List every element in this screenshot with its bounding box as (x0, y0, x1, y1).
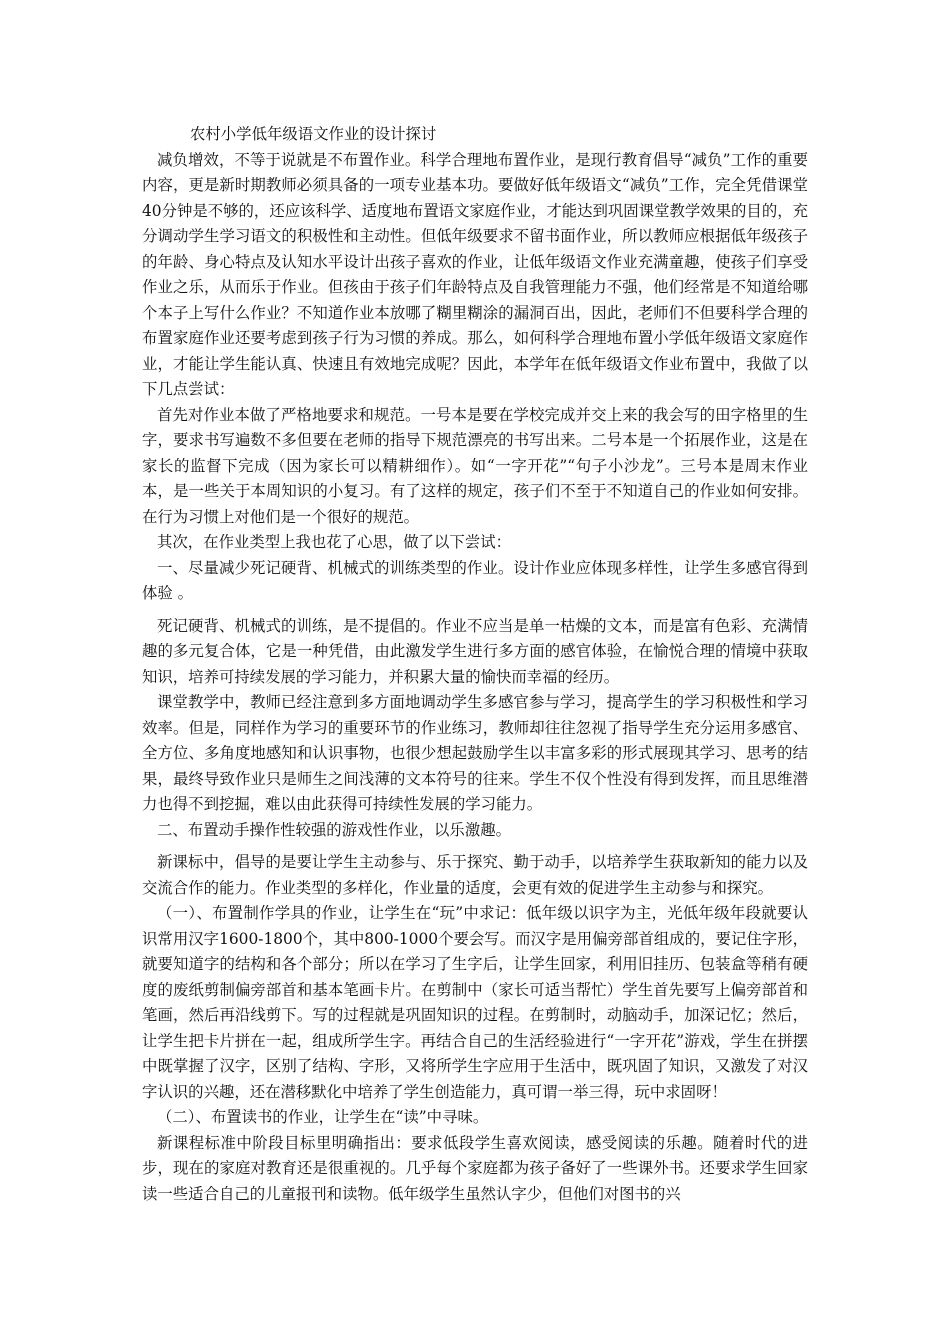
paragraph-second: 其次，在作业类型上我也花了心思，做了以下尝试： (157, 533, 511, 551)
paragraph-notebook-rules: 首先对作业本做了严格地要求和规范。一号本是要在学校完成并交上来的我会写的田字格里的生字，要求书写遍数不多但要在老师的指导下规范漂亮的书写出来。二号本是一个拓展作业，这是在家长的监督下完成（因为家长可以精耕细作）。如“一字开花”“句子小沙龙”。三号本是周末作业本，是一些关于本周知识的小复习。有了这样的规定，孩子们不至于不知道自己的作业如何安排。在行为习惯上对他们是一个很好的规范。 (142, 405, 808, 526)
heading-section-one: 一、尽量减少死记硬背、机械式的训练类型的作业。设计作业应体现多样性，让学生多感官得到体验 。 (142, 558, 808, 602)
heading-section-two: 二、布置动手操作性较强的游戏性作业，以乐激趣。 (157, 820, 511, 839)
paragraph-new-curriculum: 新课标中，倡导的是要让学生主动参与、乐于探究、勤于动手，以培养学生获取新知的能力以及交流合作的能力。作业类型的多样化，作业量的适度，会更有效的促进学生主动参与和探究。 (142, 853, 808, 897)
paragraph-subsection-one: （一）、布置制作学具的作业，让学生在“玩”中求记：低年级以识字为主，光低年级年段就要认识常用汉字1600-1800个，其中800-1000个要会写。而汉字是用偏旁部首组成的，要记住字形，就要知道字的结构和各个部分；所以在学习了生字后，让学生回家，利用旧挂历、包装盒等稍有硬度的废纸剪制偏旁部首和基本笔画卡片。在剪制中（家长可适当帮忙）学生首先要写上偏旁部首和笔画，然后再沿线剪下。写的过程就是巩固知识的过程。在剪制时，动脑动手，加深记忆；然后，让学生把卡片拼在一起，组成所学生字。再结合自己的生活经验进行“一字开花”游戏，学生在拼摆中既掌握了汉字，区别了结构、字形，又将所学生字应用于生活中，既巩固了知识，又激发了对汉字认识的兴趣，还在潜移默化中培养了学生创造能力，真可谓一举三得，玩中求固呀！ (142, 904, 808, 1101)
document-body (142, 122, 808, 1207)
paragraph-intro: 减负增效，不等于说就是不布置作业。科学合理地布置作业，是现行教育倡导“减负”工作的重要内容，更是新时期教师必须具备的一项专业基本功。要做好低年级语文“减负”工作，完全凭借课堂40分钟是不够的，还应该科学、适度地布置语文家庭作业，才能达到巩固课堂教学效果的目的，充分调动学生学习语文的积极性和主动性。但低年级要求不留书面作业，所以教师应根据低年级孩子的年龄、身心特点及认知水平设计出孩子喜欢的作业，让低年级语文作业充满童趣，使孩子们享受作业之乐，从而乐于作业。但孩由于孩子们年龄特点及自我管理能力不强，他们经常是不知道给哪个本子上写什么作业？不知道作业本放哪了糊里糊涂的漏洞百出，因此，老师们不但要科学合理的布置家庭作业还要考虑到孩子行为习惯的养成。那么，如何科学合理地布置小学低年级语文家庭作业，才能让学生能认真、快速且有效地完成呢？因此，本学年在低年级语文作业布置中，我做了以下几点尝试： (142, 150, 808, 398)
paragraph-rote-learning: 死记硬背、机械式的训练，是不提倡的。作业不应当是单一枯燥的文本，而是富有色彩、充满情趣的多元复合体，它是一种凭借，由此激发学生进行多方面的感官体验，在愉悦合理的情境中获取知识，培养可持续发展的学习能力，并积累大量的愉快而幸福的经历。 (142, 616, 808, 686)
heading-subsection-two: （二）、布置读书的作业，让学生在“读”中寻味。 (157, 1108, 489, 1126)
paragraph-classroom: 课堂教学中，教师已经注意到多方面地调动学生多感官参与学习，提高学生的学习积极性和学习效率。但是，同样作为学习的重要环节的作业练习，教师却往往忽视了指导学生充分运用多感官、全方位、多角度地感知和认识事物，也很少想起鼓励学生以丰富多彩的形式展现其学习、思考的结果，最终导致作业只是师生之间浅薄的文本符号的往来。学生不仅个性没有得到发挥，而且思维潜力也得不到挖掘，难以由此获得可持续性发展的学习能力。 (142, 693, 808, 813)
paragraph-reading: 新课程标准中阶段目标里明确指出：要求低段学生喜欢阅读，感受阅读的乐趣。随着时代的进步，现在的家庭对教育还是很重视的。几乎每个家庭都为孩子备好了一些课外书。还要求学生回家读一些适合自己的儿童报刊和读物。低年级学生虽然认字少，但他们对图书的兴 (142, 1133, 808, 1203)
document-title: 农村小学低年级语文作业的设计探讨 (190, 125, 437, 143)
